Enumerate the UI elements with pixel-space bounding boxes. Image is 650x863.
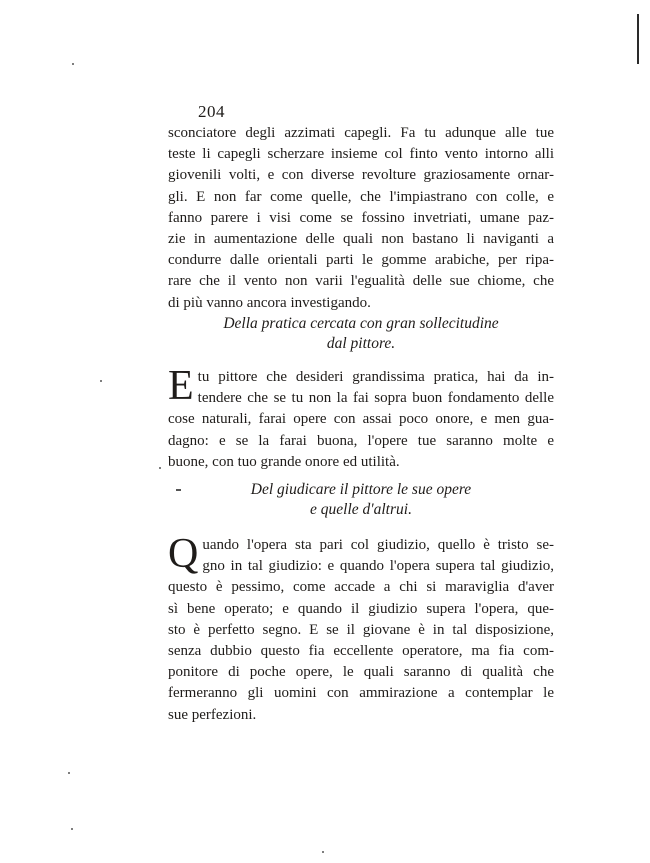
paragraph-practice bbox=[168, 363, 554, 473]
heading-line: dal pittore. bbox=[326, 335, 396, 352]
page-edge-line bbox=[637, 14, 639, 64]
text-line: fanno parere i visi come se fossino invetriati, umane paz- bbox=[168, 209, 554, 226]
heading-line: e quelle d'altrui. bbox=[310, 501, 412, 518]
paragraph-hair bbox=[168, 123, 554, 314]
text-line: sconciatore degli azzimati capegli. Fa tu adunque alle tue bbox=[168, 125, 554, 141]
paper-speck bbox=[159, 467, 161, 469]
text-line: sì bene operato; e quando il giudizio supera l'opera, que- bbox=[168, 600, 554, 617]
paper-speck bbox=[100, 380, 102, 382]
heading-line: Della pratica cercata con gran sollecitudine bbox=[223, 315, 499, 332]
text-line: questo è pessimo, come accade a chi si maraviglia d'aver bbox=[168, 579, 554, 596]
text-line: uando l'opera sta pari col giudizio, quello è tristo se- bbox=[202, 537, 554, 553]
text-line: dagno: e se la farai buona, l'opere tue saranno molte e bbox=[168, 432, 554, 449]
text-line: zie in aumentazione delle quali non bastano li naviganti a bbox=[168, 230, 554, 247]
paper-speck bbox=[68, 772, 70, 774]
text-line: cose naturali, farai opere con assai poco onore, e men gua- bbox=[168, 411, 554, 428]
text-line: tu pittore che desideri grandissima pratica, hai da in- bbox=[197, 369, 554, 385]
text-line: rare che il vento non varii l'egualità delle sue chiome, che bbox=[168, 273, 554, 290]
paper-speck bbox=[71, 828, 73, 830]
text-line: sto è perfetto segno. E se il giovane è in tal disposizione, bbox=[168, 621, 554, 638]
page-number: 204 bbox=[198, 102, 225, 121]
text-line: giovenili volti, e con diverse revolture graziosamente ornar- bbox=[168, 167, 554, 184]
text-line: fermeranno gli uomini con ammirazione a contemplar le bbox=[168, 685, 554, 702]
text-line: di più vanno ancora investigando. bbox=[168, 294, 371, 311]
text-line: gli. E non far come quelle, che l'impiastrano con colle, e bbox=[168, 188, 554, 205]
text-line: sue perfezioni. bbox=[168, 706, 257, 723]
text-line: teste li capegli scherzare insieme col finto vento intorno alli bbox=[168, 146, 554, 163]
heading-line: Del giudicare il pittore le sue opere bbox=[250, 481, 472, 498]
text-line: condurre dalle orientali parti le gomme arabiche, per ripa- bbox=[168, 252, 554, 269]
text-line: gno in tal giudizio: e quando l'opera supera tal giudizio, bbox=[202, 558, 554, 575]
section-heading-judging bbox=[168, 480, 554, 520]
paper-speck bbox=[72, 63, 74, 65]
section-heading-practice bbox=[168, 314, 554, 354]
text-line: ponitore di poche opere, le quali saranno di qualità che bbox=[168, 664, 554, 681]
drop-cap: E bbox=[168, 363, 194, 409]
paper-speck bbox=[322, 851, 324, 853]
text-line: buone, con tuo grande onore ed utilità. bbox=[168, 453, 400, 470]
drop-cap: Q bbox=[168, 531, 199, 577]
paragraph-judging bbox=[168, 531, 554, 726]
text-line: senza dubbio questo fia eccellente operatore, ma fia com- bbox=[168, 642, 554, 659]
text-line: tendere che se tu non la fai sopra buon fondamento delle bbox=[197, 390, 554, 407]
